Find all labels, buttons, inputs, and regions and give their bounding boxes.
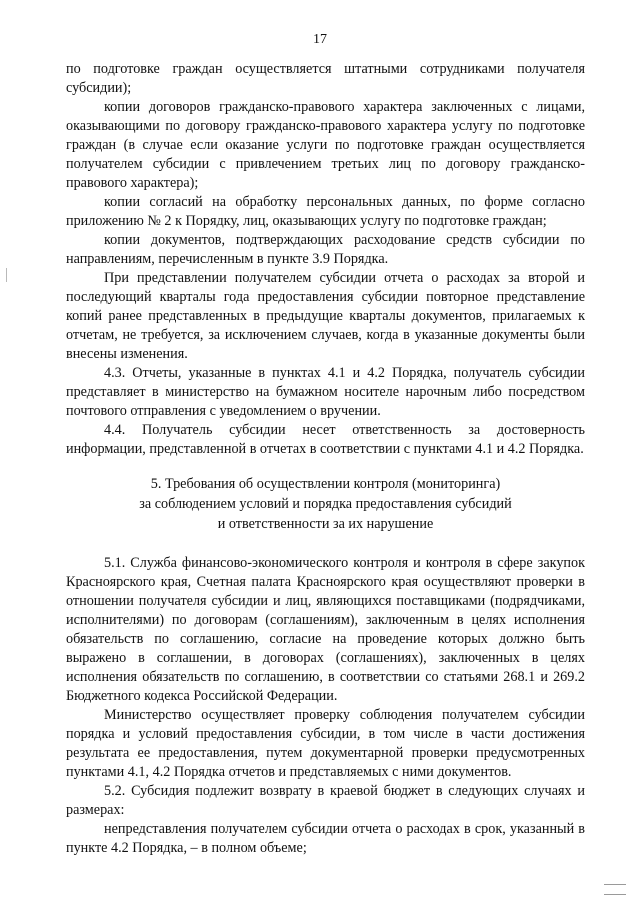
section-5-heading [66,474,585,534]
scan-artifact-bottom-2 [604,894,626,895]
paragraph-non-submission: непредставления получателем субсидии отчета о расходах в срок, указанный в пункте 4.2 Порядка, – в полном объеме; [66,821,585,856]
paragraph-repeat-submission: При представлении получателем субсидии отчета о расходах за второй и последующий кварталы года предоставления субсидии повторное представление копий ранее представленных в предыдущие кварталы документов, прилагаемых к отчетам, не требуется, за исключением случаев, когда в указанные документы были внесены изменения. [66,270,585,362]
paragraph-continuation: по подготовке граждан осуществляется штатными сотрудниками получателя субсидии); [66,61,585,96]
section-heading-line-3: и ответственности за их нарушение [217,516,434,532]
section-heading-line-2: за соблюдением условий и порядка предоставления субсидий [139,496,512,512]
paragraph-5-1: 5.1. Служба финансово-экономического контроля и контроля в сфере закупок Красноярского края, Счетная палата Красноярского края осуществляют проверки в отношении получателя субсидии и лиц, являющихся поставщиками (подрядчиками, исполнителями) по договорам (соглашениям), заключенным в целях исполнения обязательств по соглашению, согласие на проведение которых должно быть выражено в соглашении, в договорах (соглашениях), заключенных в целях исполнения обязательств по соглашению, в соответствии со статьями 268.1 и 269.2 Бюджетного кодекса Российской Федерации. [66,555,585,704]
paragraph-4-4: 4.4. Получатель субсидии несет ответственность за достоверность информации, представленной в отчетах в соответствии с пунктами 4.1 и 4.2 Порядка. [66,422,585,457]
document-body [66,60,585,858]
paragraph-contracts-copies: копии договоров гражданско-правового характера заключенных с лицами, оказывающими по договору гражданско-правового характера услугу по подготовке граждан (в случае если оказание услуги по подготовке граждан осуществляется получателем субсидии с привлечением третьих лиц по договору гражданско-правового характера); [66,99,585,191]
section-heading-line-1: 5. Требования об осуществлении контроля (мониторинга) [150,476,501,492]
page-number: 17 [313,32,327,47]
scan-artifact-bottom [604,884,626,885]
paragraph-ministry-check: Министерство осуществляет проверку соблюдения получателем субсидии порядка и условий предоставления субсидии, в том числе в части достижения результата ее предоставления, путем документарной проверки предусмотренных пунктами 4.1, 4.2 Порядка отчетов и представляемых с ними документов. [66,707,585,780]
scan-artifact-left [6,268,7,282]
paragraph-expense-documents: копии документов, подтверждающих расходование средств субсидии по направлениям, перечисленным в пункте 3.9 Порядка. [66,232,585,267]
paragraph-consents-copies: копии согласий на обработку персональных данных, по форме согласно приложению № 2 к Порядку, лиц, оказывающих услугу по подготовке граждан; [66,194,585,229]
paragraph-5-2: 5.2. Субсидия подлежит возврату в краевой бюджет в следующих случаях и размерах: [66,783,585,818]
paragraph-4-3: 4.3. Отчеты, указанные в пунктах 4.1 и 4.2 Порядка, получатель субсидии представляет в министерство на бумажном носителе нарочным либо посредством почтового отправления с уведомлением о вручении. [66,365,585,419]
